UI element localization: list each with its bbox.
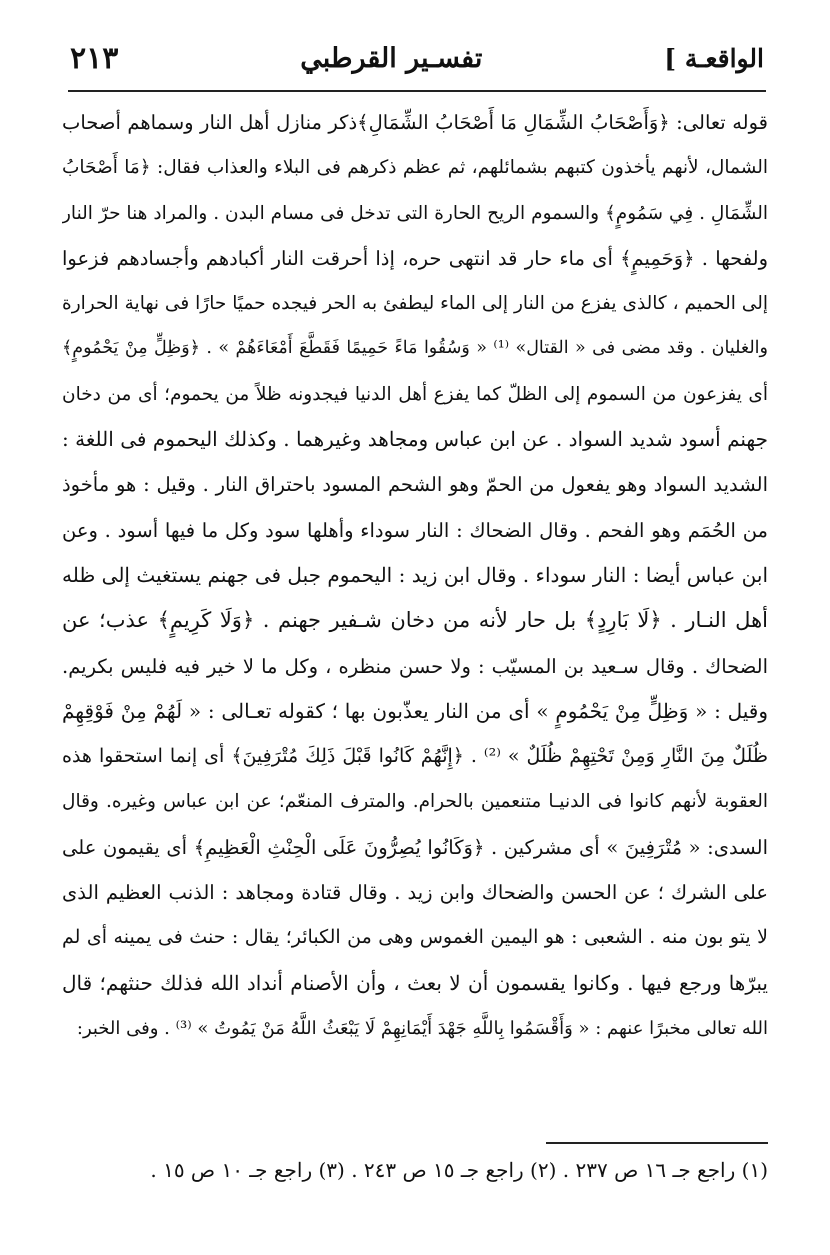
section-title: الواقعـة ] [664,43,764,73]
text-line: لا يتو بون منه . الشعبى : هو اليمين الغموس وهى من الكبائر؛ يقال : حنث فى يمينه أى لم [62,926,768,949]
running-header [70,38,764,78]
text-line: والغليان . وقد مضى فى « القتال» ⁽¹⁾ « وَسُقُوا مَاءً حَمِيمًا فَقَطَّعَ أَمْعَاءَهُمْ » . ﴿وَظِلٍّ مِنْ يَحْمُومٍ﴾ [62,338,768,359]
book-title: تفسـير القرطبي [300,42,483,74]
text-line: أى يفزعون من السموم إلى الظلّ كما يفزع أهل الدنيا فيجدونه ظلاً من يحموم؛ أى من دخان [62,383,768,405]
text-line: وقيل : « وَظِلٍّ مِنْ يَحْمُومٍ » أى من النار يعذّبون بها ؛ كقوله تعـالى : « لَهُمْ مِنْ فَوْقِهِمْ [62,698,768,723]
text-line: العقوبة لأنهم كانوا فى الدنيـا متنعمين بالحرام. والمترف المنعّم؛ عن ابن عباس وغيره. وقال [62,791,768,813]
text-line: ولفحها . ﴿وَحَمِيمٍ﴾ أى ماء حار قد انتهى حره، إذا أحرقت النار أكبادهم وأجسادهم فزعوا [62,246,768,270]
text-line: إلى الحميم ، كالذى يفزع من النار إلى الماء ليطفئ به الحر فيجده حميًا حارًا فى نهاية الحرارة [62,293,768,315]
text-line: ابن عباس أيضا : النار سوداء . وقال ابن زيد : اليحموم جبل فى جهنم يستغيث إلى ظله [62,562,768,587]
text-line: الضحاك . وقال سـعيد بن المسيّب : ولا حسن منظره ، وكل ما لا خير فيه فليس بكريم. [62,654,768,678]
text-line: الشديد السواد وهو يفعول من الحمّ وهو الشحم المسود باحتراق النار . وقيل : هو مأخوذ [62,473,768,497]
text-line: الله تعالى مخبرًا عنهم : « وَأَقْسَمُوا بِاللَّهِ جَهْدَ أَيْمَانِهِمْ لَا يَبْعَثُ اللَّهُ مَنْ يَمُوتُ » ⁽³⁾ . وفى الخبر: [76,1017,768,1039]
text-line: من الحُمَم وهو الفحم . وقال الضحاك : النار سوداء وأهلها سود وكل ما فيها أسود . وعن [62,518,768,542]
text-line: جهنم أسود شديد السواد . عن ابن عباس ومجاهد وغيرهما . وكذلك اليحموم فى اللغة : [62,427,768,452]
header-rule [68,90,766,92]
text-line: على الشرك ؛ عن الحسن والضحاك وابن زيد . وقال قتادة ومجاهد : الذنب العظيم الذى [62,881,768,905]
text-line: يبرّها ورجع فيها . وكانوا يقسمون أن لا بعث ، وأن الأصنام أنداد الله فذلك حنثهم؛ قال [62,970,768,995]
text-line: ظُلَلٌ مِنَ النَّارِ وَمِنْ تَحْتِهِمْ ظُلَلٌ » ⁽²⁾ . ﴿إِنَّهُمْ كَانُوا قَبْلَ ذَلِكَ مُتْرَفِينَ﴾ أى إنما استحقوا هذه [62,745,768,768]
footnote-rule [546,1142,768,1144]
text-line: أهل النـار . ﴿لَا بَارِدٍ﴾ بل حار لأنه من دخان شـفير جهنم . ﴿وَلَا كَرِيمٍ﴾ عذب؛ عن [62,608,768,633]
text-line: قوله تعالى: ﴿وَأَصْحَابُ الشِّمَالِ مَا أَصْحَابُ الشِّمَالِ﴾ذكر منازل أهل النار وسماهم أصحاب [62,111,768,134]
text-line: الشِّمَالِ . فِي سَمُومٍ﴾ والسموم الريح الحارة التى تدخل فى مسام البدن . والمراد هنا حرّ النار [62,202,768,224]
text-line: السدى: « مُتْرَفِينَ » أى مشركين . ﴿وَكَانُوا يُصِرُّونَ عَلَى الْحِنْثِ الْعَظِيمِ﴾ أى يقيمون على [62,835,768,859]
text-line: الشمال، لأنهم يأخذون كتبهم بشمائلهم، ثم عظم ذكرهم فى البلاء والعذاب فقال: ﴿مَا أَصْحَابُ [62,157,768,179]
body-text [62,100,768,1051]
page-number: ٢١٣ [70,40,119,76]
footnotes: (١) راجع جـ ١٦ ص ٢٣٧ . (٢) راجع جـ ١٥ ص ٢٤٣ . (٣) راجع جـ ١٠ ص ١٥ . [150,1158,768,1182]
